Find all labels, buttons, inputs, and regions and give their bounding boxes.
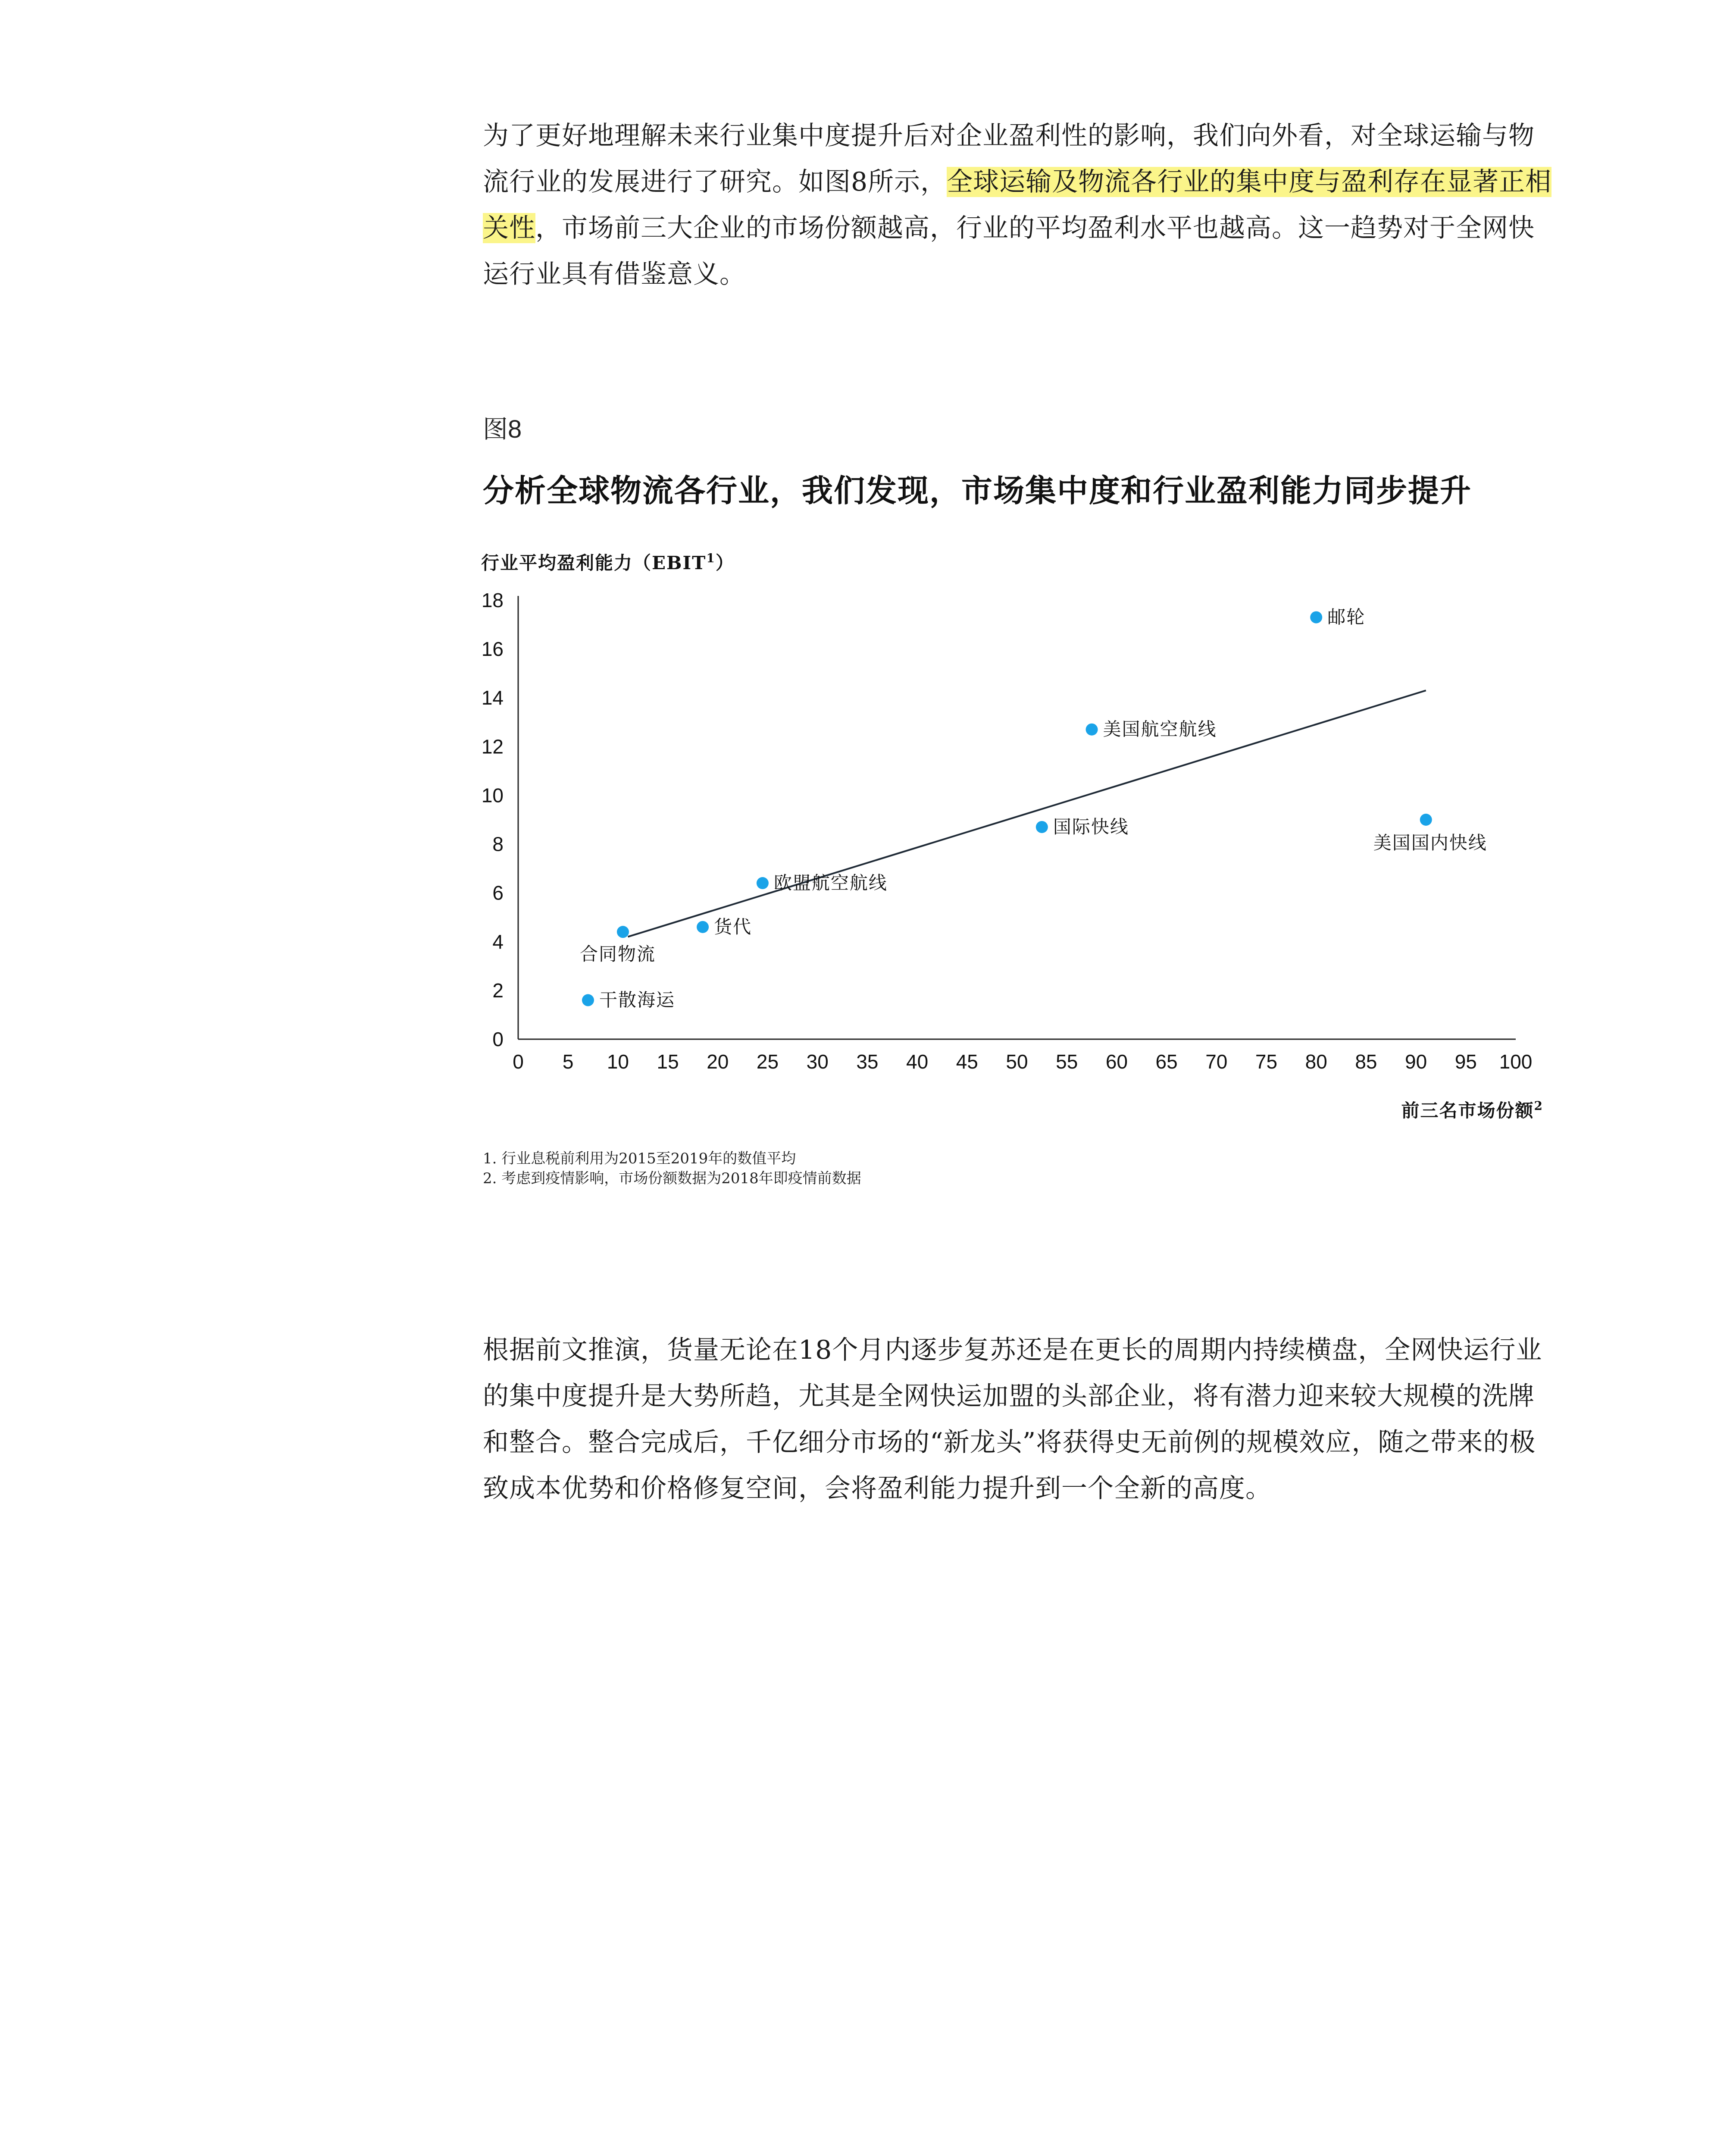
data-point — [617, 926, 629, 938]
data-point-label: 货代 — [714, 916, 752, 937]
x-tick-label: 90 — [1405, 1050, 1427, 1073]
x-axis-title-sup: 2 — [1534, 1099, 1543, 1113]
data-point — [582, 994, 594, 1006]
trend-line — [628, 690, 1426, 937]
y-tick-label: 18 — [481, 589, 504, 611]
x-axis-title — [1401, 1099, 1544, 1121]
conclusion-paragraph: 根据前文推演，货量无论在18个月内逐步复苏还是在更长的周期内持续横盘，全网快运行业的集中度提升是大势所趋，尤其是全网快运加盟的头部企业，将有潜力迎来较大规模的洗牌和整合。整合完成后，千亿细分市场的“新龙头”将获得史无前例的规模效应，随之带来的极致成本优势和价格修复空间，会将盈利能力提升到一个全新的高度。 — [483, 1335, 1542, 1504]
data-point — [697, 921, 709, 933]
data-point-label: 美国航空航线 — [1103, 718, 1217, 740]
y-tick-label: 16 — [481, 638, 504, 661]
data-point — [1310, 611, 1322, 624]
intro-highlight: 全球运输及物流各行业的集中度与盈利存在显著正相关性 — [483, 167, 1552, 243]
x-tick-label: 0 — [513, 1050, 524, 1073]
x-tick-label: 25 — [756, 1050, 779, 1073]
x-tick-label: 30 — [806, 1050, 829, 1073]
footnotes — [483, 1149, 861, 1188]
y-tick-label: 2 — [492, 979, 504, 1002]
data-points — [580, 607, 1487, 1011]
footnote-2: 2. 考虑到疫情影响，市场份额数据为2018年即疫情前数据 — [483, 1170, 861, 1187]
x-tick-label: 40 — [906, 1050, 929, 1073]
y-tick-label: 14 — [481, 686, 504, 709]
x-tick-label: 75 — [1255, 1050, 1278, 1073]
y-tick-label: 4 — [492, 930, 504, 953]
data-point-label: 美国国内快线 — [1373, 832, 1487, 853]
x-tick-label: 80 — [1305, 1050, 1327, 1073]
data-point — [1086, 724, 1098, 736]
intro-paragraph — [483, 113, 1552, 298]
x-tick-label: 85 — [1355, 1050, 1377, 1073]
data-point-label: 欧盟航空航线 — [773, 872, 888, 894]
data-point-label: 合同物流 — [579, 943, 656, 965]
figure-title: 分析全球物流各行业，我们发现，市场集中度和行业盈利能力同步提升 — [483, 472, 1472, 509]
y-tick-label: 6 — [492, 881, 504, 904]
footnote-1: 1. 行业息税前利用为2015至2019年的数值平均 — [483, 1150, 796, 1167]
y-tick-label: 8 — [492, 833, 504, 856]
y-tick-label: 0 — [492, 1028, 504, 1050]
y-axis — [482, 589, 504, 1050]
x-tick-label: 35 — [856, 1050, 879, 1073]
data-point — [1036, 821, 1048, 833]
x-tick-label: 50 — [1006, 1050, 1028, 1073]
y-axis-title — [481, 551, 735, 573]
x-tick-label: 70 — [1205, 1050, 1228, 1073]
x-tick-label: 100 — [1499, 1050, 1533, 1073]
data-point-label: 国际快线 — [1053, 816, 1129, 837]
scatter-chart — [466, 526, 1561, 1130]
y-axis-title-close: ） — [715, 552, 735, 573]
y-tick-label: 10 — [481, 784, 504, 807]
x-tick-label: 15 — [657, 1050, 679, 1073]
x-tick-label: 65 — [1155, 1050, 1178, 1073]
data-point — [1420, 814, 1432, 826]
x-axis — [513, 1050, 1532, 1073]
y-axis-title-sup: 1 — [706, 551, 716, 565]
data-point-label: 干散海运 — [599, 989, 675, 1011]
x-tick-label: 60 — [1105, 1050, 1128, 1073]
x-tick-label: 95 — [1455, 1050, 1477, 1073]
x-tick-label: 45 — [956, 1050, 978, 1073]
x-tick-label: 55 — [1056, 1050, 1078, 1073]
y-axis-title-text: 行业平均盈利能力（EBIT — [481, 552, 707, 573]
x-tick-label: 20 — [707, 1050, 729, 1073]
data-point — [757, 877, 769, 889]
figure-label: 图8 — [483, 415, 522, 443]
x-tick-label: 10 — [607, 1050, 629, 1073]
intro-text-after: ，市场前三大企业的市场份额越高，行业的平均盈利水平也越高。这一趋势对于全网快运行业具有借鉴意义。 — [483, 213, 1535, 289]
x-tick-label: 5 — [562, 1050, 574, 1073]
y-tick-label: 12 — [481, 735, 504, 758]
data-point-label: 邮轮 — [1327, 606, 1366, 628]
intro-text-before: 为了更好地理解未来行业集中度提升后对企业盈利性的影响，我们向外看，对全球运输与物流行业的发展进行了研究。如图8所示， — [483, 121, 1535, 197]
x-axis-title-text: 前三名市场份额 — [1401, 1100, 1534, 1121]
